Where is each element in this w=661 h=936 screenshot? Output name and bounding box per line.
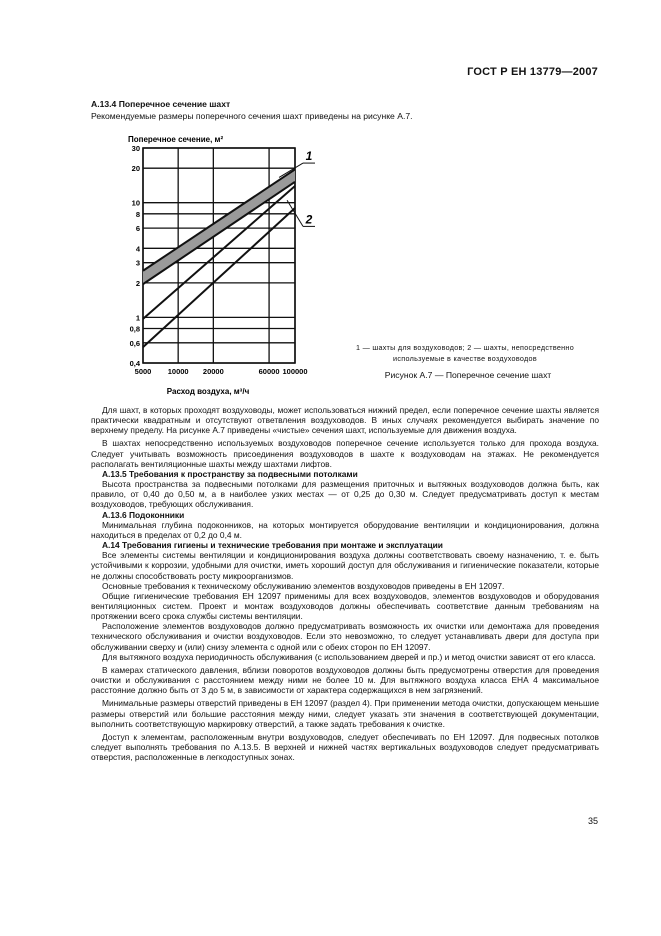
paragraph: Минимальные размеры отверстий приведены в ЕН 12097 (раздел 4). При применении метода очистки, допускающем меньшие размеры отверстий или большие расстояния между ними, следует указать эти значения в соответствующей документации, выполнить соответствующую маркировку отверстий, а также задать требования к очистке. xyxy=(91,698,599,729)
paragraph: Все элементы системы вентиляции и кондиционирования воздуха должны соответствовать своему назначению, т. е. быть устойчивыми к коррозии, удобными для очистки, иметь хороший доступ для обслуживания и гигиенические показатели, которые не должны способствовать росту микроорганизмов. xyxy=(91,550,599,581)
paragraph: В камерах статического давления, вблизи поворотов воздуховодов должны быть предусмотрены отверстия для проведения очистки и обслуживания с расстоянием между ними не более 10 м. Для вытяжного воздуха класса ЕНА 4 максимальное расстояние должно быть от 3 до 5 м, в зависимости от характера содержащихся в нем загрязнений. xyxy=(91,664,599,696)
body-text xyxy=(91,405,599,762)
figure-caption: Рисунок А.7 — Поперечное сечение шахт xyxy=(384,370,552,380)
chart-series-group xyxy=(143,169,295,347)
y-tick-label: 0,8 xyxy=(129,324,140,334)
paragraph: Общие гигиенические требования ЕН 12097 применимы для всех воздуховодов, элементов воздуховодов и оборудования вентиляционных систем. Проект и монтаж воздуховодов должны обеспечивать соответствие данным требованиям на протяжении всего срока службы системы вентиляции. xyxy=(91,590,599,622)
subsection-heading: А.13.6 Подоконники xyxy=(102,509,185,520)
y-tick-label: 30 xyxy=(131,144,140,153)
series-2-line xyxy=(143,186,295,319)
y-tick-label: 4 xyxy=(135,244,140,254)
x-tick-label: 100000 xyxy=(282,367,308,376)
x-tick-label: 5000 xyxy=(134,367,152,376)
y-axis-label: Поперечное сечение, м² xyxy=(128,135,224,144)
y-tick-label: 0,6 xyxy=(129,338,140,348)
legend-note-line-2: используемые в качестве воздуховодов xyxy=(393,354,537,363)
section-intro: Рекомендуемые размеры поперечного сечения шахт приведены на рисунке А.7. xyxy=(91,111,413,121)
paragraph: Для вытяжного воздуха периодичность обслуживания (с использованием дверей и пр.) и метод очистки зависят от его класса. xyxy=(102,651,596,662)
y-tick-label: 0,4 xyxy=(129,359,140,368)
x-tick-label: 20000 xyxy=(202,367,224,376)
series-1-upper-line xyxy=(143,169,295,270)
paragraph: Доступ к элементам, расположенным внутри воздуховодов, следует обеспечивать по ЕН 12097. Для подвесных потолков следует выполнять требования по А.13.5. В верхней и нижней частях вертикальных воздуховодов следует предусматривать отверстия, расположенные в легкодоступных зонах. xyxy=(91,731,599,763)
y-tick-label: 10 xyxy=(131,198,140,208)
paragraph: Основные требования к техническому обслуживанию элементов воздуховодов приведены в ЕН 12097. xyxy=(102,580,505,591)
x-axis-label: Расход воздуха, м³/ч xyxy=(166,387,250,396)
series-1-band xyxy=(143,169,295,284)
section-heading-a14: А.14 Требования гигиены и технические требования при монтаже и эксплуатации xyxy=(102,540,443,551)
paragraph: Минимальная глубина подоконников, на которых монтируется оборудование вентиляции и кондиционирования, должна находиться в пределах от 0,2 до 0,4 м. xyxy=(91,519,599,540)
subsection-heading: А.13.5 Требования к пространству за подвесными потолками xyxy=(102,468,358,479)
cross-section-chart xyxy=(120,128,330,398)
y-tick-label: 2 xyxy=(135,278,140,288)
section-heading: А.13.4 Поперечное сечение шахт xyxy=(91,99,231,109)
legend-note-line-1: 1 — шахты для воздуховодов; 2 — шахты, непосредственно xyxy=(356,343,574,352)
label-1: 1 xyxy=(305,149,313,164)
figure-legend-note xyxy=(330,342,600,364)
paragraph: Расположение элементов воздуховодов должно предусматривать возможность их очистки или демонтажа для проведения технического обслуживания и очистки воздуховодов. Если это невозможно, то следует устанавливать двери для доступа при обслуживании сверху и (или) снизу элемента с одной или с обеих сторон по ЕН 12097. xyxy=(91,621,599,652)
x-tick-label: 60000 xyxy=(258,367,280,376)
paragraph: Для шахт, в которых проходят воздуховоды, может использоваться нижний предел, если поперечное сечение шахты является практически квадратным и отсутствуют ответвления воздуховодов. В иных случаях рекомендуется выбирать значение по верхнему пределу. На рисунке А.7 приведены «чистые» сечения шахт, используемые для движения воздуха. xyxy=(91,405,599,436)
paragraph: Высота пространства за подвесными потолками для размещения приточных и вытяжных воздуховодов должна быть, как правило, от 0,40 до 0,50 м, а в наиболее узких местах — от 0,25 до 0,30 м. Следует предусматривать доступ к местам воздуховодов, требующих обслуживания. xyxy=(91,479,599,510)
paragraph: В шахтах непосредственно используемых воздуховодов поперечное сечение используется только для прохода воздуха. Следует учитывать возможность присоединения воздуховодов в шахте к воздуховодам на этажах. Не рекомендуется располагать вентиляционные шахты между шахтами лифтов. xyxy=(91,438,599,469)
document-code: ГОСТ Р ЕН 13779—2007 xyxy=(467,66,598,78)
y-tick-label: 8 xyxy=(135,209,140,219)
label-2: 2 xyxy=(305,212,313,227)
y-tick-label: 6 xyxy=(135,224,140,234)
y-tick-label: 3 xyxy=(135,258,140,268)
page-number: 35 xyxy=(587,816,598,826)
y-tick-label: 20 xyxy=(131,164,140,174)
x-tick-label: 10000 xyxy=(167,367,189,376)
y-tick-label: 1 xyxy=(135,313,140,323)
series-1-lower-line xyxy=(143,182,295,284)
